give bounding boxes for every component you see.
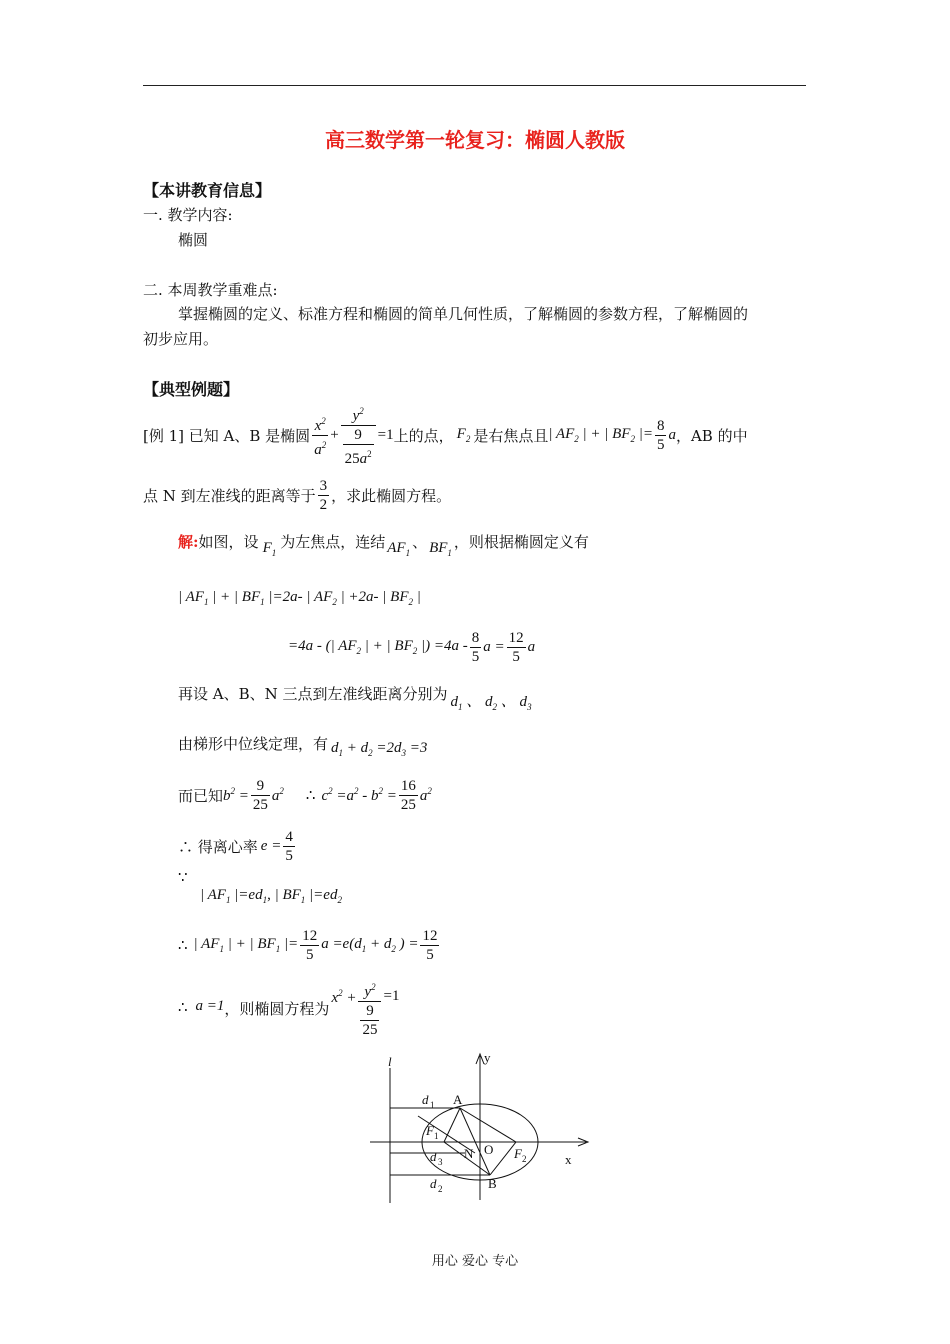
label-d1-sub: 1	[430, 1100, 435, 1110]
label-d3: d	[430, 1149, 437, 1164]
solution-text-6a: 而已知	[178, 786, 224, 805]
solution-text-7a: ∴ 得离心率	[178, 837, 258, 856]
label-l: l	[388, 1054, 392, 1069]
solution-line5: 由梯形中位线定理，有 $d_1 + d_2 =2d_3 =3$	[178, 734, 428, 758]
label-y: y	[484, 1050, 491, 1065]
label-d2-sub: 2	[438, 1184, 443, 1194]
page-footer: 用心 爱心 专心	[431, 1254, 519, 1269]
solution-line6: 而已知 $b^2$ = $\frac{9}{25}$ $a^2$ ∴ $c^2 =a^2 - b^2$ = $\frac{16}{25}$ $a^2$	[178, 777, 432, 813]
solution-label: 解:	[178, 532, 199, 551]
label-N: N	[464, 1146, 474, 1161]
ellipse-term-x: $\frac{x^2}{a^2}$	[312, 412, 328, 459]
example1-text-d: ，AB 的中	[675, 426, 748, 445]
solution-text-1c: 、	[412, 532, 428, 551]
solution-line1: 解: 如图，设 $F_1$ 为左焦点，连结 $AF_1$ 、 $BF_1$ ，则根据椭圆定义有	[178, 532, 589, 558]
example1-line1: [例 1] 已知 A、B 是椭圆 $\frac{x^2}{a^2}$ + $\frac{y^2}{\frac{9}{25a^2}}$ =1 上的点， $F_2$ 是右焦点且 | $AF_2$ | + | $BF_2$ |= $\frac{8}{5}$ a ，AB 的中	[143, 405, 748, 465]
therefore-symbol-2: ∴	[178, 998, 188, 1016]
label-F1-sub: 1	[434, 1131, 439, 1141]
equation-line3: =4a - (| $AF_2$ | + | $BF_2$ |) =4a - $\frac{8}{5}$ a = $\frac{12}{5}$ a	[288, 629, 536, 665]
therefore-symbol-1: ∴	[178, 936, 188, 954]
segment-AF1	[444, 1108, 460, 1142]
solution-line7: ∴ 得离心率 e = $\frac{4}{5}$	[178, 828, 293, 864]
example1-text-a: [例 1] 已知 A、B 是椭圆	[143, 426, 311, 445]
solution-line9: ∴ | $AF_1$ | + | $BF_1$ |= $\frac{12}{5}$ $a =e(d_1 + d_2$ ) = $\frac{12}{5}$	[178, 927, 438, 963]
label-F2-sub: 2	[522, 1154, 527, 1164]
solution-text-5a: 由梯形中位线定理，有	[178, 734, 329, 753]
solution-text-10b: ，则椭圆方程为	[224, 1000, 330, 1018]
page-title: 高三数学第一轮复习：椭圆人教版	[325, 128, 625, 152]
section-heading-examples: 【典型例题】	[143, 380, 240, 399]
section-heading-info: 【本讲教育信息】	[143, 181, 272, 200]
example1-text-e: 点 N 到左准线的距离等于	[143, 486, 316, 505]
item1-label: 一. 教学内容:	[143, 206, 233, 224]
segment-BF2	[490, 1142, 516, 1175]
label-d2: d	[430, 1176, 437, 1191]
ellipse-term-y: $\frac{y^2}{\frac{9}{25a^2}}$	[341, 402, 376, 468]
solution-text-1b: 为左焦点，连结	[280, 532, 386, 551]
example1-text-b: 上的点，	[393, 426, 454, 445]
header-rule	[143, 85, 806, 86]
example1-text-c: 是右焦点且	[473, 426, 549, 445]
because-symbol: ∵	[178, 868, 188, 886]
label-d3-sub: 3	[438, 1157, 443, 1167]
solution-text-1d: ，则根据椭圆定义有	[453, 532, 589, 551]
equation-line2: | $AF_1$ | + | $BF_1$ |=2a- | $AF_2$ | +2a- | $BF_2$ |	[178, 589, 421, 607]
item2-text-a: 掌握椭圆的定义、标准方程和椭圆的简单几何性质，了解椭圆的参数方程，了解椭圆的	[178, 305, 749, 323]
label-d1: d	[422, 1092, 429, 1107]
item2-label: 二. 本周教学重难点:	[143, 281, 278, 299]
solution-line10: ∴ a =1 ，则椭圆方程为 $x^2$ + $\frac{y^2}{\frac{9}{25}}$ =1	[178, 978, 399, 1042]
label-F1: F	[426, 1123, 434, 1138]
example1-text-f: ，求此椭圆方程。	[331, 486, 452, 505]
label-B: B	[488, 1176, 497, 1191]
item2-text-b: 初步应用。	[143, 330, 219, 348]
solution-text-1a: 如图，设	[198, 532, 259, 551]
label-x: x	[565, 1152, 572, 1167]
segment-AF2	[460, 1108, 516, 1142]
solution-line8: | $AF_1$ $|=ed_1$, | $BF_1$ $|=ed_2$	[200, 887, 342, 905]
solution-text-4a: 再设 A、B、N 三点到左准线距离分别为	[178, 684, 448, 703]
item1-text: 椭圆	[178, 231, 209, 249]
label-A: A	[453, 1092, 463, 1107]
solution-line4: 再设 A、B、N 三点到左准线距离分别为 $d_1$ 、 $d_2$ 、 $d_3$	[178, 684, 532, 712]
ellipse-figure	[360, 1048, 600, 1208]
label-O: O	[484, 1142, 494, 1157]
example1-line2: 点 N 到左准线的距离等于 $\frac{3}{2}$ ，求此椭圆方程。	[143, 477, 452, 513]
label-F2: F	[514, 1146, 522, 1161]
